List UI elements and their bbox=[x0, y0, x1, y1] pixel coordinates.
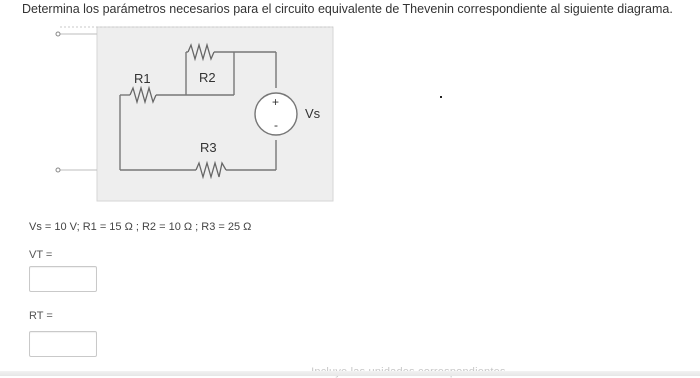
question-text: Determina los parámetros necesarios para el circuito equivalente de Thevenin correspondiente al siguiente diagrama. bbox=[22, 2, 673, 16]
circuit-parameters: Vs = 10 V; R1 = 15 Ω ; R2 = 10 Ω ; R3 = 25 Ω bbox=[29, 221, 252, 233]
vt-answer-input[interactable] bbox=[29, 266, 97, 292]
mouse-cursor-dot bbox=[440, 96, 442, 98]
r3-label: R3 bbox=[200, 140, 217, 155]
vs-label: Vs bbox=[305, 106, 321, 121]
r2-label: R2 bbox=[199, 70, 216, 85]
rt-answer-input[interactable] bbox=[29, 331, 97, 357]
source-minus: - bbox=[274, 118, 278, 132]
terminal-a bbox=[56, 32, 60, 36]
rt-label: RT = bbox=[29, 310, 53, 322]
source-plus: + bbox=[272, 95, 280, 109]
terminal-b bbox=[56, 168, 60, 172]
r1-label: R1 bbox=[134, 71, 151, 86]
bottom-divider bbox=[0, 371, 700, 376]
vt-label: VT = bbox=[29, 249, 53, 261]
